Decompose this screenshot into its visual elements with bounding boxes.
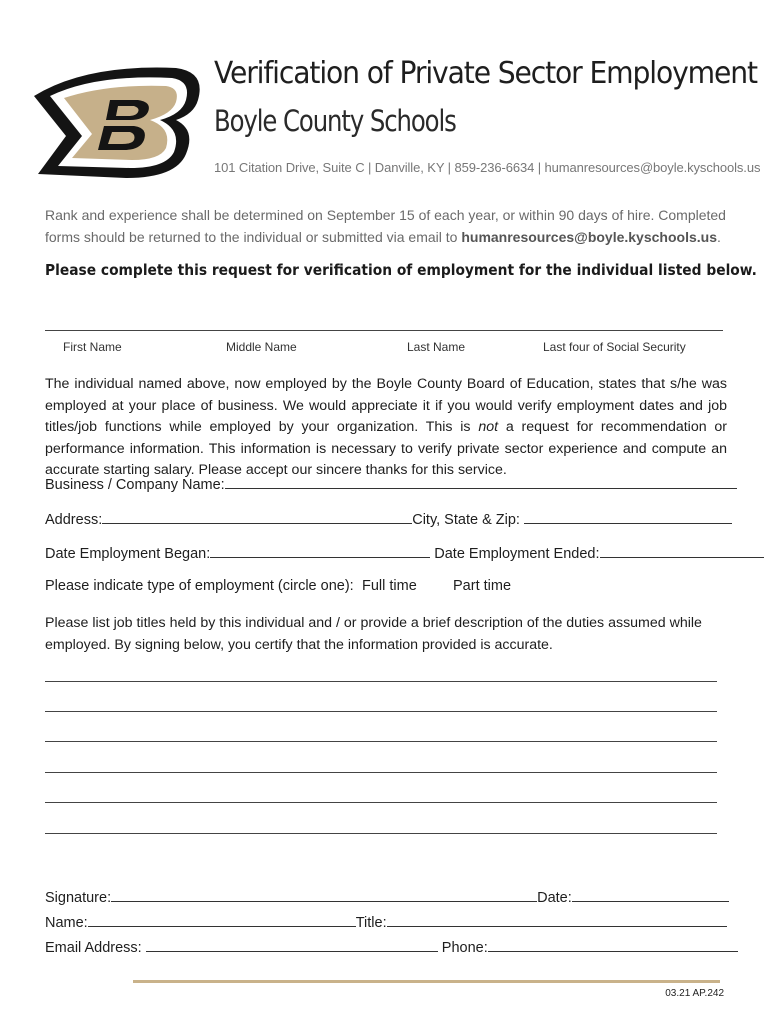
date-began-input[interactable] — [210, 543, 430, 558]
signature-input[interactable] — [111, 887, 537, 902]
contact-info: 101 Citation Drive, Suite C | Danville, KY | 859-236-6634 | humanresources@boyle.kyschools.us — [214, 160, 761, 175]
first-name-label: First Name — [63, 340, 122, 354]
title-input[interactable] — [387, 912, 727, 927]
duties-instructions: Please list job titles held by this individual and / or provide a brief description of the duties assumed while employed. By signing below, you certify that the information provided is accurate. — [45, 615, 702, 653]
date-ended-input[interactable] — [600, 543, 764, 558]
phone-input[interactable] — [488, 937, 738, 952]
name-label: Name: — [45, 915, 88, 931]
organization-name: Boyle County Schools — [214, 104, 456, 138]
business-field — [45, 474, 737, 493]
dates-field — [45, 543, 764, 562]
address-field — [45, 509, 732, 528]
full-time-option[interactable]: Full time — [362, 578, 417, 594]
footer-divider — [133, 980, 720, 983]
title-label: Title: — [355, 915, 387, 931]
duties-line[interactable] — [45, 711, 717, 712]
name-title-row — [45, 912, 727, 931]
boyle-b-logo — [26, 43, 206, 184]
middle-name-label: Middle Name — [226, 340, 297, 354]
ssn-label: Last four of Social Security — [543, 340, 686, 354]
date-ended-label: Date Employment Ended: — [434, 546, 600, 562]
business-input[interactable] — [225, 474, 737, 489]
instruction-heading: Please complete this request for verification of employment for the individual listed below. — [45, 261, 757, 279]
duties-line[interactable] — [45, 681, 717, 682]
signature-row — [45, 887, 729, 906]
business-label: Business / Company Name: — [45, 477, 225, 493]
logo-letter: B — [26, 43, 37, 60]
hr-email-link[interactable]: humanresources@boyle.kyschools.us — [461, 229, 717, 245]
date-began-label: Date Employment Began: — [45, 546, 211, 562]
date-label: Date: — [537, 890, 572, 906]
date-input[interactable] — [572, 887, 729, 902]
rank-notice: Rank and experience shall be determined on September 15 of each year, or within 90 days of hire. Completed forms should be returned to the individual or submitted via email to humanresources@boyle.kyschools.us. — [45, 207, 726, 245]
phone-label: Phone: — [441, 940, 488, 956]
part-time-option[interactable]: Part time — [453, 578, 512, 594]
city-label: City, State & Zip: — [412, 512, 520, 528]
email-label: Email Address: — [45, 940, 142, 956]
form-title: Verification of Private Sector Employment — [214, 56, 757, 91]
address-label: Address: — [45, 512, 103, 528]
duties-line[interactable] — [45, 741, 717, 742]
email-input[interactable] — [146, 937, 438, 952]
city-input[interactable] — [524, 509, 732, 524]
duties-line[interactable] — [45, 772, 717, 773]
last-name-label: Last Name — [407, 340, 466, 354]
request-paragraph: The individual named above, now employed by the Boyle County Board of Education, states that s/he was employed at your place of business. We would appreciate it if you would verify employment dates and job titles/job functions while employed by your organization. This is not a request for recommendation or performance information. This information is necessary to verify private sector experience and compute an accurate starting salary. Please accept our sincere thanks for this service. — [45, 376, 727, 478]
signature-label: Signature: — [45, 890, 112, 906]
duties-line[interactable] — [45, 802, 717, 803]
name-input[interactable] — [88, 912, 356, 927]
duties-line[interactable] — [45, 833, 717, 834]
name-signature-line[interactable] — [45, 330, 723, 331]
address-input[interactable] — [102, 509, 412, 524]
form-code: 03.21 AP.242 — [665, 988, 724, 999]
email-phone-row — [45, 937, 738, 956]
employment-type-label: Please indicate type of employment (circle one): — [45, 578, 354, 594]
